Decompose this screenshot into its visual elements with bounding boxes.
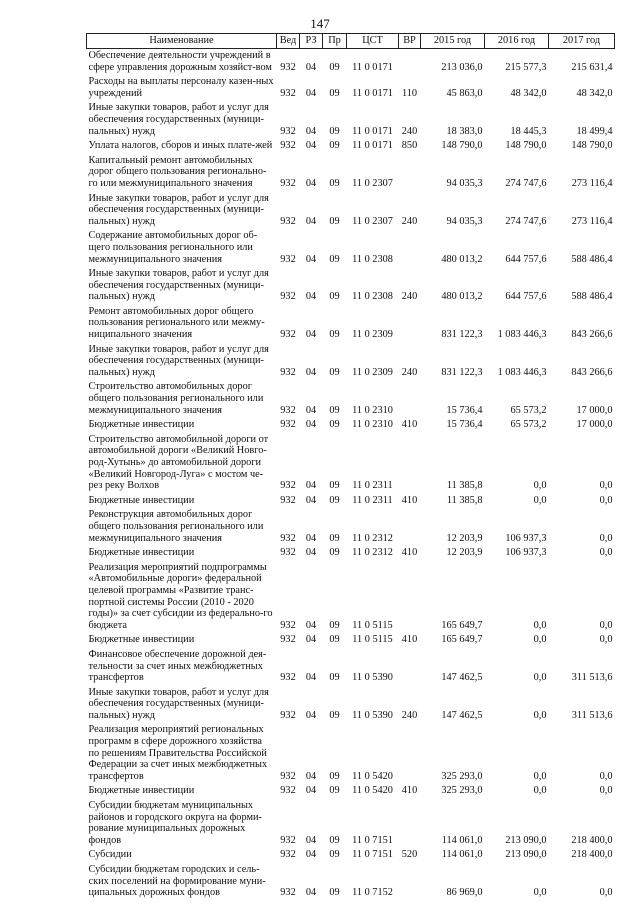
row-vr: [399, 799, 421, 848]
header-name: Наименование: [87, 34, 277, 49]
row-vr: [399, 305, 421, 343]
row-cst: 11 0 5420: [352, 785, 393, 797]
row-2016: 0,0: [533, 480, 547, 492]
row-cst: 11 0 5390: [352, 709, 393, 721]
row-vr: 410: [401, 547, 418, 559]
row-2017: 215 631,4: [571, 61, 613, 73]
row-pr: 09: [329, 785, 340, 797]
header-2015: 2015 год: [421, 34, 485, 49]
row-2015: 148 790,0: [441, 140, 483, 152]
row-2016: 65 573,2: [510, 419, 547, 431]
row-cst: 11 0 7151: [352, 849, 393, 861]
table-row: [87, 723, 615, 784]
table-row: [87, 139, 615, 154]
row-pr: 09: [329, 253, 340, 265]
table-row: [87, 75, 615, 101]
row-rz: 04: [305, 215, 317, 227]
row-pr: 09: [329, 709, 340, 721]
row-2015: 15 736,4: [446, 404, 483, 416]
table-row: [87, 561, 615, 634]
row-pr: 09: [329, 140, 340, 152]
row-2017: 273 116,4: [571, 177, 613, 189]
row-2017: 0,0: [599, 619, 613, 631]
row-2017: 0,0: [599, 494, 613, 506]
row-pr: 09: [329, 672, 340, 684]
row-2017: 48 342,0: [576, 87, 613, 99]
row-2016: 274 747,6: [505, 215, 547, 227]
row-name: Субсидии бюджетам городских и сель-ских поселений на формирование муни-ципальных дорожных фондов: [88, 864, 266, 899]
row-rz: 04: [305, 404, 317, 416]
row-2015: 18 383,0: [446, 125, 483, 137]
row-ved: 932: [280, 634, 296, 646]
row-2016: 1 083 446,3: [497, 329, 547, 341]
row-pr: 09: [329, 887, 340, 899]
row-rz: 04: [305, 125, 317, 137]
row-rz: 04: [305, 619, 317, 631]
row-pr: 09: [329, 419, 340, 431]
row-2015: 94 035,3: [446, 177, 483, 189]
row-cst: 11 0 5115: [352, 619, 393, 631]
row-rz: 04: [305, 672, 317, 684]
table-row: [87, 633, 615, 648]
table-row: [87, 784, 615, 799]
row-name: Реконструкция автомобильных дорог общего пользования регионального или межмуниципального значения: [88, 509, 264, 544]
row-2016: 0,0: [533, 709, 547, 721]
row-ved: 932: [280, 61, 296, 73]
row-pr: 09: [329, 634, 340, 646]
row-pr: 09: [329, 177, 340, 189]
row-pr: 09: [329, 329, 340, 341]
row-2015: 325 293,0: [441, 785, 483, 797]
table-row: [87, 494, 615, 509]
row-2015: 12 203,9: [446, 532, 483, 544]
row-name: Строительство автомобильных дорог общего пользования регионального или межмуниципального значения: [88, 381, 264, 416]
table-row: [87, 49, 615, 76]
row-cst: 11 0 2308: [352, 291, 393, 303]
row-rz: 04: [305, 87, 317, 99]
row-rz: 04: [305, 177, 317, 189]
row-2017: 17 000,0: [576, 419, 613, 431]
row-name: Содержание автомобильных дорог об-щего пользования регионального или межмуниципального значения: [88, 230, 258, 265]
row-ved: 932: [280, 532, 296, 544]
row-rz: 04: [305, 329, 317, 341]
row-pr: 09: [329, 87, 340, 99]
row-pr: 09: [329, 494, 340, 506]
header-cst: ЦСТ: [347, 34, 399, 49]
table-row: [87, 192, 615, 230]
row-2016: 0,0: [533, 785, 547, 797]
row-2017: 588 486,4: [571, 291, 613, 303]
row-2015: 325 293,0: [441, 770, 483, 782]
row-2016: 0,0: [533, 887, 547, 899]
row-rz: 04: [305, 253, 317, 265]
row-2016: 148 790,0: [505, 140, 547, 152]
header-2016: 2016 год: [485, 34, 549, 49]
row-cst: 11 0 7152: [352, 887, 393, 899]
row-rz: 04: [305, 532, 317, 544]
table-row: [87, 863, 615, 901]
row-2016: 274 747,6: [505, 177, 547, 189]
row-cst: 11 0 5420: [352, 770, 393, 782]
row-name: Расходы на выплаты персоналу казен-ных учреждений: [88, 76, 274, 99]
row-ved: 932: [280, 494, 296, 506]
row-2016: 0,0: [533, 770, 547, 782]
row-cst: 11 0 0171: [352, 125, 393, 137]
row-rz: 04: [305, 366, 317, 378]
table-row: [87, 418, 615, 433]
row-vr: 240: [401, 709, 418, 721]
row-name: Строительство автомобильной дороги от автомобильной дороги «Великий Новго-род-Хутынь» до автомобильной дороги «Великий Новгород-Луга» с мостом че-рез реку Волхов: [88, 433, 269, 492]
row-name: Иные закупки товаров, работ и услуг для обеспечения государственных (муници-пальных) нужд: [88, 268, 269, 303]
row-rz: 04: [305, 634, 317, 646]
row-ved: 932: [280, 709, 296, 721]
row-vr: [399, 154, 421, 192]
row-rz: 04: [305, 61, 317, 73]
row-vr: 520: [401, 849, 418, 861]
row-2017: 588 486,4: [571, 253, 613, 265]
row-ved: 932: [280, 849, 296, 861]
table-row: [87, 686, 615, 724]
header-ved: Вед: [277, 34, 300, 49]
row-vr: 850: [401, 140, 418, 152]
row-rz: 04: [305, 480, 317, 492]
row-2017: 0,0: [599, 770, 613, 782]
row-ved: 932: [280, 125, 296, 137]
row-2017: 311 513,6: [571, 672, 613, 684]
table-row: [87, 433, 615, 494]
row-2017: 0,0: [599, 532, 613, 544]
row-2016: 106 937,3: [505, 532, 547, 544]
row-name: Субсидии бюджетам муниципальных районов и городского округа на форми-рование муниципальных дорожных фондов: [88, 800, 262, 846]
table-body: [87, 49, 615, 901]
row-vr: 240: [401, 291, 418, 303]
row-ved: 932: [280, 140, 296, 152]
row-pr: 09: [329, 770, 340, 782]
row-2015: 480 013,2: [441, 291, 483, 303]
table-row: [87, 101, 615, 139]
row-pr: 09: [329, 404, 340, 416]
row-2016: 106 937,3: [505, 547, 547, 559]
row-2017: 218 400,0: [571, 834, 613, 846]
row-ved: 932: [280, 215, 296, 227]
row-name: Уплата налогов, сборов и иных плате-жей: [88, 140, 273, 152]
row-2017: 843 266,6: [571, 366, 613, 378]
row-name: Бюджетные инвестиции: [88, 634, 195, 646]
table-row: [87, 380, 615, 418]
row-rz: 04: [305, 849, 317, 861]
row-rz: 04: [305, 709, 317, 721]
table-row: [87, 848, 615, 863]
row-cst: 11 0 2312: [352, 532, 393, 544]
row-2015: 94 035,3: [446, 215, 483, 227]
row-vr: 240: [401, 215, 418, 227]
row-2016: 644 757,6: [505, 291, 547, 303]
row-pr: 09: [329, 834, 340, 846]
row-2016: 0,0: [533, 634, 547, 646]
row-2016: 0,0: [533, 494, 547, 506]
row-cst: 11 0 2309: [352, 329, 393, 341]
row-cst: 11 0 2308: [352, 253, 393, 265]
table-row: [87, 648, 615, 686]
row-cst: 11 0 2312: [352, 547, 393, 559]
header-vr: ВР: [399, 34, 421, 49]
row-ved: 932: [280, 253, 296, 265]
row-ved: 932: [280, 419, 296, 431]
row-ved: 932: [280, 177, 296, 189]
row-pr: 09: [329, 532, 340, 544]
row-vr: 410: [401, 494, 418, 506]
row-name: Бюджетные инвестиции: [88, 494, 195, 506]
row-vr: [399, 648, 421, 686]
header-2017: 2017 год: [549, 34, 615, 49]
row-2016: 48 342,0: [510, 87, 547, 99]
row-2015: 114 061,0: [441, 849, 483, 861]
row-2015: 114 061,0: [441, 834, 483, 846]
table-row: [87, 343, 615, 381]
row-rz: 04: [305, 770, 317, 782]
row-cst: 11 0 2310: [352, 404, 393, 416]
row-ved: 932: [280, 329, 296, 341]
row-ved: 932: [280, 887, 296, 899]
row-2015: 147 462,5: [441, 672, 483, 684]
row-vr: 410: [401, 419, 418, 431]
row-name: Финансовое обеспечение дорожной дея-тельности за счет иных межбюджетных трансфертов: [88, 648, 267, 684]
row-ved: 932: [280, 404, 296, 416]
table-row: [87, 267, 615, 305]
row-2016: 65 573,2: [510, 404, 547, 416]
row-cst: 11 0 2311: [352, 480, 393, 492]
row-rz: 04: [305, 785, 317, 797]
row-2015: 831 122,3: [441, 329, 483, 341]
row-ved: 932: [280, 291, 296, 303]
table-row: [87, 508, 615, 546]
row-vr: [399, 49, 421, 76]
page-number: 147: [310, 16, 330, 31]
row-vr: 240: [401, 125, 418, 137]
row-2015: 831 122,3: [441, 366, 483, 378]
header-rz: РЗ: [300, 34, 323, 49]
budget-table: [86, 33, 615, 901]
row-name: Бюджетные инвестиции: [88, 547, 195, 559]
row-ved: 932: [280, 785, 296, 797]
row-name: Реализация мероприятий региональных программ в сфере дорожного хозяйства по решениям Правительства Российской Федерации за счет иных межбюджетных трансфертов: [88, 724, 268, 782]
table-row: [87, 799, 615, 848]
row-2015: 12 203,9: [446, 547, 483, 559]
row-name: Субсидии: [88, 849, 132, 861]
row-vr: [399, 433, 421, 494]
row-name: Капитальный ремонт автомобильных дорог общего пользования регионально-го или межмуниципального значения: [88, 154, 267, 189]
row-2017: 17 000,0: [576, 404, 613, 416]
row-2015: 165 649,7: [441, 619, 483, 631]
row-2017: 218 400,0: [571, 849, 613, 861]
row-vr: [399, 229, 421, 267]
row-2017: 273 116,4: [571, 215, 613, 227]
row-vr: [399, 508, 421, 546]
row-vr: 110: [401, 87, 418, 99]
row-cst: 11 0 2309: [352, 366, 393, 378]
row-2016: 0,0: [533, 672, 547, 684]
row-rz: 04: [305, 887, 317, 899]
row-pr: 09: [329, 291, 340, 303]
row-2017: 0,0: [599, 634, 613, 646]
row-vr: [399, 380, 421, 418]
row-ved: 932: [280, 87, 296, 99]
row-name: Бюджетные инвестиции: [88, 785, 195, 797]
table-row: [87, 229, 615, 267]
row-name: Реализация мероприятий подпрограммы «Автомобильные дороги» федеральной целевой программы «Развитие транс-портной системы России (2010 - 2020 годы)» за счет субсидии из федерально-го бюджета: [88, 561, 273, 631]
row-ved: 932: [280, 619, 296, 631]
row-name: Иные закупки товаров, работ и услуг для обеспечения государственных (муници-пальных) нужд: [88, 343, 269, 378]
row-ved: 932: [280, 770, 296, 782]
row-2016: 215 577,3: [505, 61, 547, 73]
row-pr: 09: [329, 61, 340, 73]
row-cst: 11 0 2310: [352, 419, 393, 431]
row-2017: 148 790,0: [571, 140, 613, 152]
row-name: Иные закупки товаров, работ и услуг для обеспечения государственных (муници-пальных) нужд: [88, 686, 269, 721]
row-2015: 86 969,0: [446, 887, 483, 899]
row-pr: 09: [329, 366, 340, 378]
row-2016: 213 090,0: [505, 849, 547, 861]
row-rz: 04: [305, 419, 317, 431]
row-name: Обеспечение деятельности учреждений в сфере управления дорожным хозяйст-вом: [88, 50, 272, 73]
row-vr: 410: [401, 634, 418, 646]
row-vr: [399, 723, 421, 784]
row-2015: 213 036,0: [441, 61, 483, 73]
row-2017: 0,0: [599, 480, 613, 492]
row-pr: 09: [329, 125, 340, 137]
row-vr: [399, 561, 421, 634]
row-vr: [399, 863, 421, 901]
header-row: [87, 34, 615, 49]
row-cst: 11 0 0171: [352, 87, 393, 99]
row-cst: 11 0 5115: [352, 634, 393, 646]
row-rz: 04: [305, 547, 317, 559]
row-2015: 15 736,4: [446, 419, 483, 431]
row-rz: 04: [305, 140, 317, 152]
row-2016: 1 083 446,3: [497, 366, 547, 378]
row-cst: 11 0 7151: [352, 834, 393, 846]
row-ved: 932: [280, 366, 296, 378]
row-2015: 480 013,2: [441, 253, 483, 265]
row-2017: 0,0: [599, 547, 613, 559]
row-name: Бюджетные инвестиции: [88, 419, 195, 431]
row-pr: 09: [329, 215, 340, 227]
table-row: [87, 305, 615, 343]
row-ved: 932: [280, 834, 296, 846]
row-2017: 311 513,6: [571, 709, 613, 721]
table-row: [87, 546, 615, 561]
row-2016: 18 445,3: [510, 125, 547, 137]
row-2016: 644 757,6: [505, 253, 547, 265]
row-2017: 18 499,4: [576, 125, 613, 137]
row-cst: 11 0 2307: [352, 215, 393, 227]
row-pr: 09: [329, 547, 340, 559]
row-cst: 11 0 0171: [352, 140, 393, 152]
row-ved: 932: [280, 547, 296, 559]
row-2015: 45 863,0: [446, 87, 483, 99]
row-2016: 213 090,0: [505, 834, 547, 846]
row-rz: 04: [305, 834, 317, 846]
row-cst: 11 0 2311: [352, 494, 393, 506]
header-pr: Пр: [323, 34, 347, 49]
row-vr: 410: [401, 785, 418, 797]
row-2015: 165 649,7: [441, 634, 483, 646]
row-ved: 932: [280, 672, 296, 684]
row-2017: 0,0: [599, 887, 613, 899]
table-header: [87, 34, 615, 49]
row-cst: 11 0 0171: [352, 61, 393, 73]
row-2015: 147 462,5: [441, 709, 483, 721]
row-cst: 11 0 5390: [352, 672, 393, 684]
row-cst: 11 0 2307: [352, 177, 393, 189]
row-pr: 09: [329, 619, 340, 631]
row-rz: 04: [305, 291, 317, 303]
row-name: Иные закупки товаров, работ и услуг для обеспечения государственных (муници-пальных) нужд: [88, 192, 269, 227]
row-2017: 843 266,6: [571, 329, 613, 341]
row-name: Ремонт автомобильных дорог общего пользования регионального или межму-ниципального значения: [88, 305, 265, 341]
row-2015: 11 385,8: [446, 494, 483, 506]
row-vr: 240: [401, 366, 418, 378]
row-2017: 0,0: [599, 785, 613, 797]
row-rz: 04: [305, 494, 317, 506]
row-2015: 11 385,8: [446, 480, 483, 492]
row-name: Иные закупки товаров, работ и услуг для обеспечения государственных (муници-пальных) нужд: [88, 102, 269, 137]
row-pr: 09: [329, 480, 340, 492]
row-pr: 09: [329, 849, 340, 861]
row-ved: 932: [280, 480, 296, 492]
row-2016: 0,0: [533, 619, 547, 631]
table-row: [87, 154, 615, 192]
